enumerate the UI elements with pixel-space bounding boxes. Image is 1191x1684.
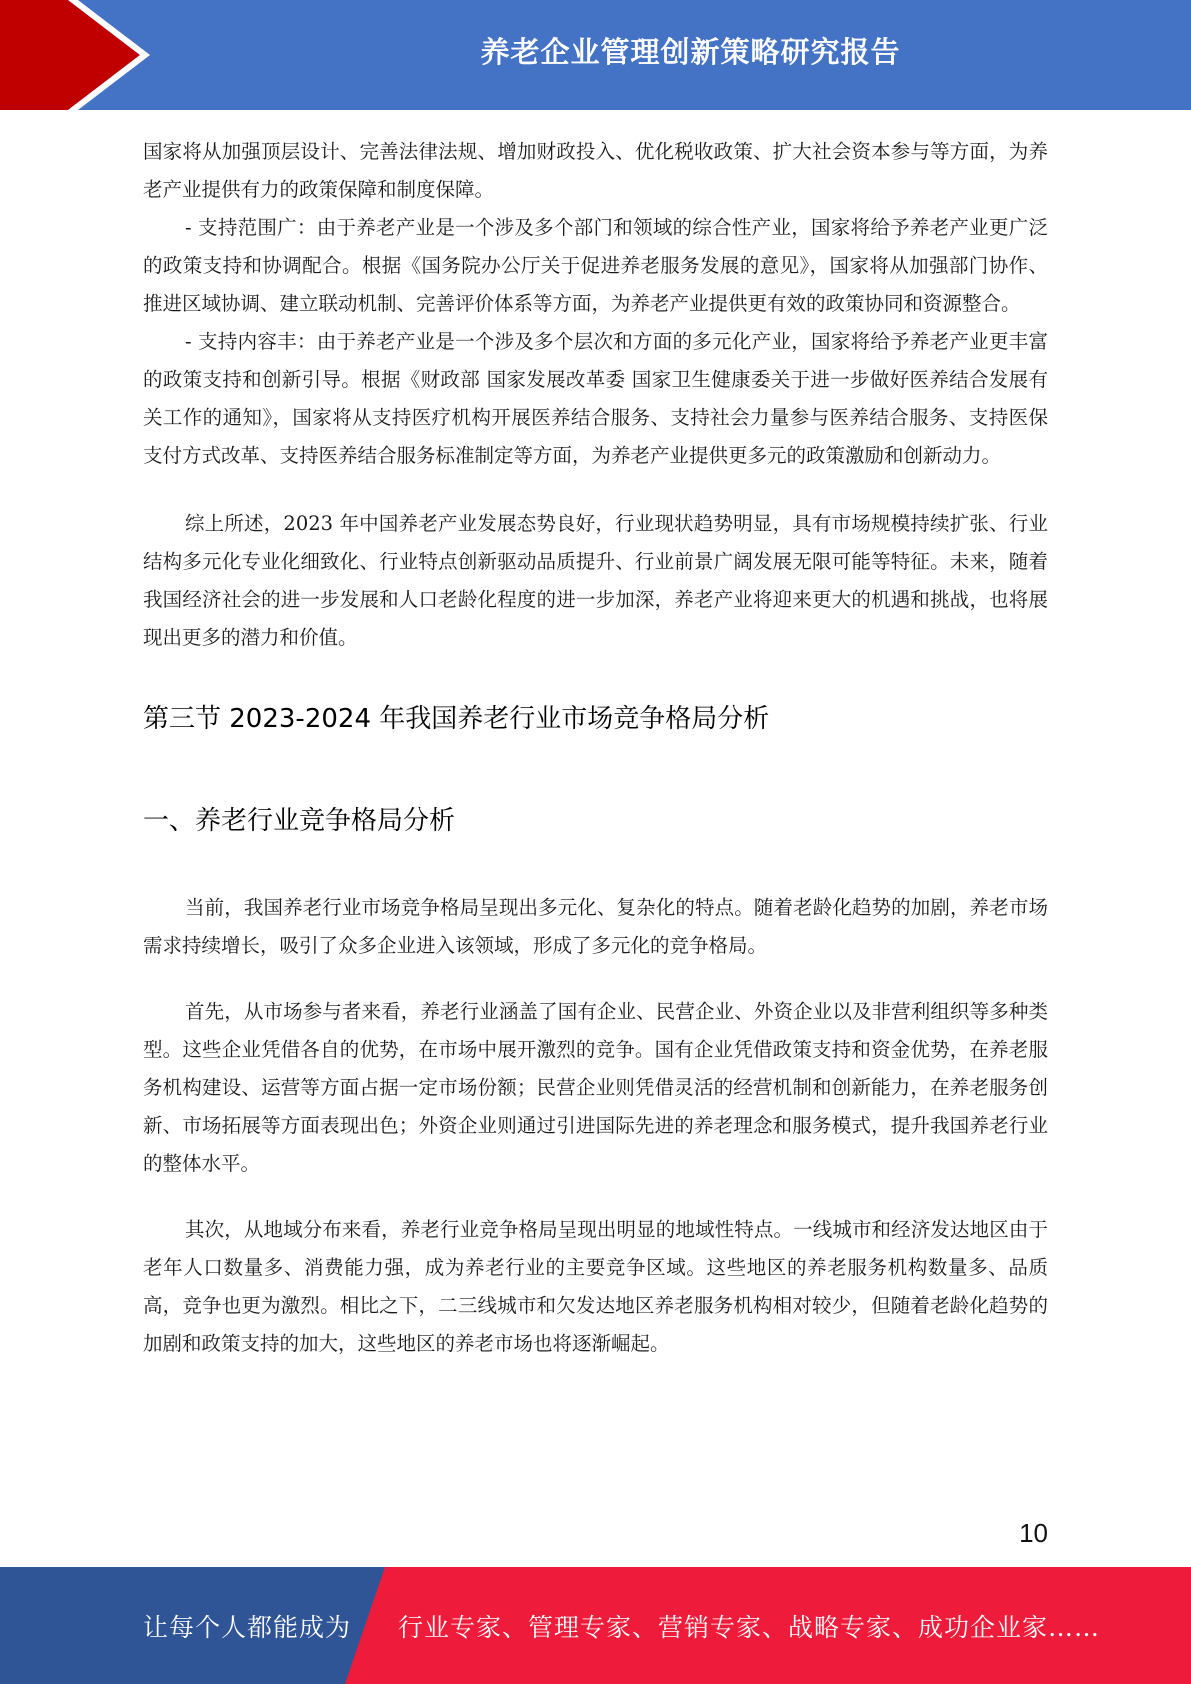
paragraph: - 支持范围广：由于养老产业是一个涉及多个部门和领域的综合性产业，国家将给予养老产业更广泛的政策支持和协调配合。根据《国务院办公厅关于促进养老服务发展的意见》，国家将从加强部门协作、推进区域协调、建立联动机制、完善评价体系等方面，为养老产业提供更有效的政策协同和资源整合。 — [143, 216, 1048, 315]
paragraph: 国家将从加强顶层设计、完善法律法规、增加财政投入、优化税收政策、扩大社会资本参与等方面，为养老产业提供有力的政策保障和制度保障。 — [143, 140, 1048, 201]
section-heading: 第三节 2023-2024 年我国养老行业市场竞争格局分析 — [143, 704, 770, 734]
page-header — [0, 0, 1191, 110]
paragraph: - 支持内容丰：由于养老产业是一个涉及多个层次和方面的多元化产业，国家将给予养老产业更丰富的政策支持和创新引导。根据《财政部 国家发展改革委 国家卫生健康委关于进一步做好医养结合发展有关工作的通知》，国家将从支持医疗机构开展医养结合服务、支持社会力量参与医养结合服务、支持医保支付方式改革、支持医养结合服务标准制定等方面，为养老产业提供更多元的政策激励和创新动力。 — [143, 330, 1048, 467]
paragraph: 首先，从市场参与者来看，养老行业涵盖了国有企业、民营企业、外资企业以及非营利组织等多种类型。这些企业凭借各自的优势，在市场中展开激烈的竞争。国有企业凭借政策支持和资金优势，在养老服务机构建设、运营等方面占据一定市场份额；民营企业则凭借灵活的经营机制和创新能力，在养老服务创新、市场拓展等方面表现出色；外资企业则通过引进国际先进的养老理念和服务模式，提升我国养老行业的整体水平。 — [143, 1000, 1048, 1175]
report-title: 养老企业管理创新策略研究报告 — [480, 34, 901, 69]
paragraph: 综上所述，2023 年中国养老产业发展态势良好，行业现状趋势明显，具有市场规模持续扩张、行业结构多元化专业化细致化、行业特点创新驱动品质提升、行业前景广阔发展无限可能等特征。未来，随着我国经济社会的进一步发展和人口老龄化程度的进一步加深，养老产业将迎来更大的机遇和挑战，也将展现出更多的潜力和价值。 — [143, 512, 1048, 649]
footer-slogan-left: 让每个人都能成为 — [143, 1612, 352, 1642]
paragraph: 其次，从地域分布来看，养老行业竞争格局呈现出明显的地域性特点。一线城市和经济发达地区由于老年人口数量多、消费能力强，成为养老行业的主要竞争区域。这些地区的养老服务机构数量多、品质高，竞争也更为激烈。相比之下，二三线城市和欠发达地区养老服务机构相对较少，但随着老龄化趋势的加剧和政策支持的加大，这些地区的养老市场也将逐渐崛起。 — [143, 1218, 1048, 1355]
footer-slogan-right: 行业专家、管理专家、营销专家、战略专家、成功企业家…… — [398, 1612, 1101, 1642]
page-number: 10 — [1019, 1518, 1048, 1548]
paragraph: 当前，我国养老行业市场竞争格局呈现出多元化、复杂化的特点。随着老龄化趋势的加剧，养老市场需求持续增长，吸引了众多企业进入该领域，形成了多元化的竞争格局。 — [143, 896, 1048, 957]
chevron-arrow-icon — [0, 0, 150, 110]
page-footer — [0, 1567, 1191, 1684]
document-body — [143, 133, 1048, 1363]
subsection-heading: 一、养老行业竞争格局分析 — [143, 806, 456, 836]
